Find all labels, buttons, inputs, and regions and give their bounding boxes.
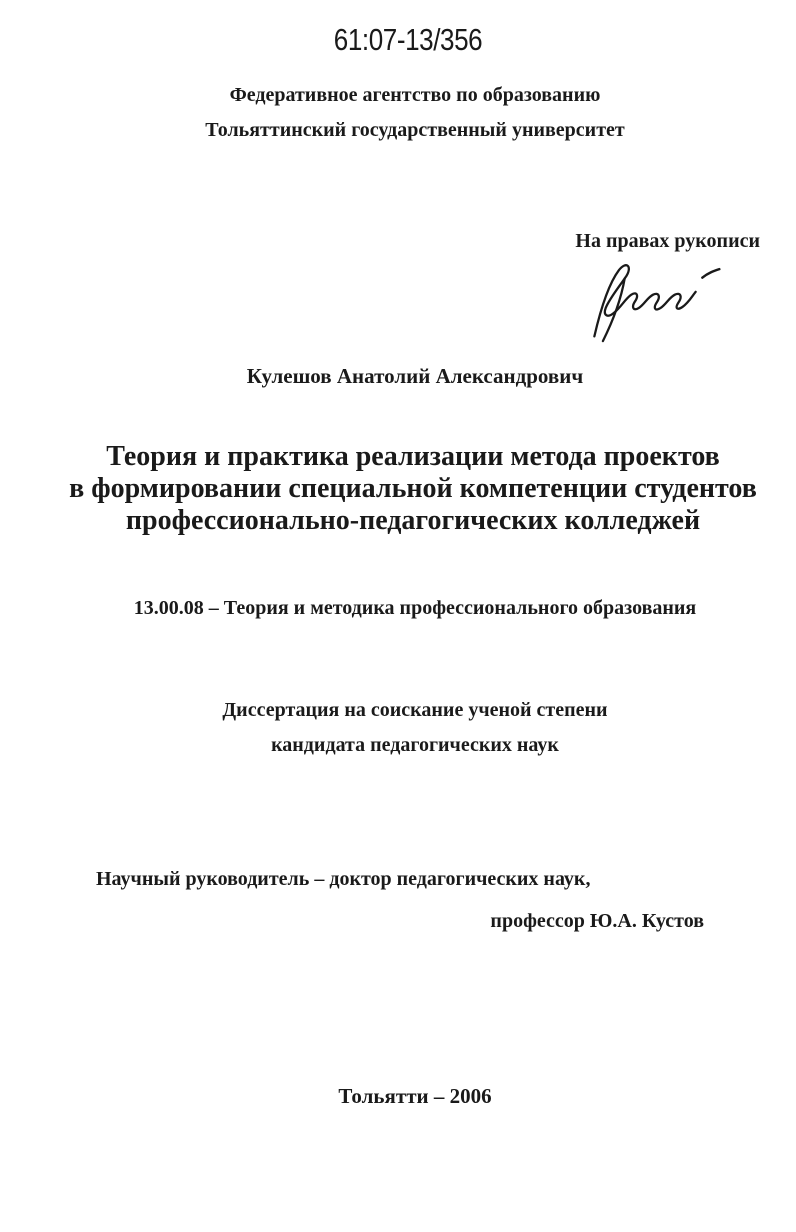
city-year: Тольятти – 2006 (338, 1084, 492, 1108)
author-name: Кулешов Анатолий Александрович (246, 364, 584, 388)
title-line-1: Теория и практика реализации метода проектов (106, 441, 720, 472)
specialty-code-line: 13.00.08 – Теория и методика профессионального образования (133, 597, 697, 619)
supervisor-line-2: профессор Ю.А. Кустов (490, 910, 704, 932)
doc-number: 61:07-13/356 (333, 22, 483, 57)
supervisor-line-1: Научный руководитель – доктор педагогических наук, (96, 868, 591, 890)
signature-icon (583, 252, 725, 344)
thesis-statement-line-1: Диссертация на соискание ученой степени (222, 699, 608, 721)
title-line-3: профессионально-педагогических колледжей (125, 505, 701, 536)
manuscript-note: На правах рукописи (575, 230, 760, 252)
dissertation-title (30, 441, 796, 537)
university-line: Тольяттинский государственный университет (205, 119, 625, 141)
thesis-statement-line-2: кандидата педагогических наук (271, 734, 559, 756)
agency-line: Федеративное агентство по образованию (229, 84, 601, 106)
title-line-2: в формировании специальной компетенции студентов (69, 473, 757, 504)
